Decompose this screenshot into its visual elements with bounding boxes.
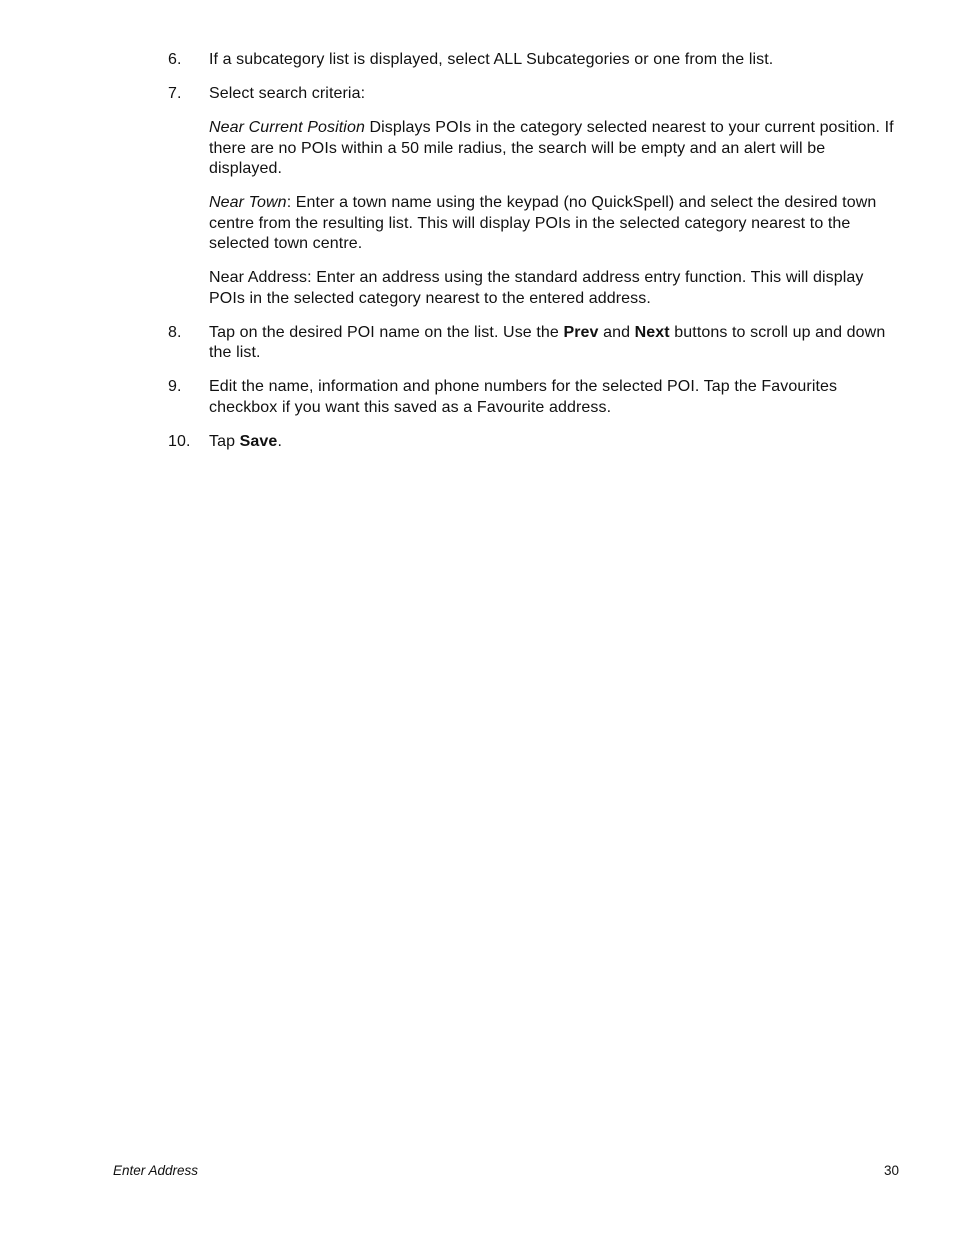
step-text: If a subcategory list is displayed, select ALL Subcategories or one from the list. [209,51,774,68]
step-text: Tap on the desired POI name on the list. Use the [209,323,564,341]
option-near-address [168,268,894,309]
footer-section-title: Enter Address [113,1163,199,1178]
option-label: Near Current Position [209,119,365,136]
step-text: buttons to scroll up and down the list. [209,323,886,361]
option-text: : Enter a town name using the keypad (no QuickSpell) and select the desired town centre from the resulting list. This will display POIs in the selected category nearest to the selected town centre. [209,194,877,252]
step-text: Select search criteria: [209,85,366,102]
step-list [168,50,894,466]
step-text: Tap [209,432,240,450]
option-near-town [168,193,894,255]
save-button-label: Save [239,432,278,450]
option-label: Near Town [209,194,287,211]
next-button-label: Next [634,323,670,341]
step-6 [168,50,894,71]
step-8 [168,323,894,364]
option-near-current-position [168,118,894,180]
step-number: 6. [168,51,182,68]
option-text: Near Address: Enter an address using the standard address entry function. This will display POIs in the selected category nearest to the entered address. [209,269,864,307]
step-text: Edit the name, information and phone numbers for the selected POI. Tap the Favourites checkbox if you want this saved as a Favourite address. [209,378,838,416]
step-7 [168,84,894,105]
step-number: 10. [168,432,191,450]
step-number: 7. [168,85,182,102]
step-number: 8. [168,323,182,341]
step-text: . [277,432,282,450]
option-text: Displays POIs in the category selected nearest to your current position. If there are no POIs within a 50 mile radius, the search will be empty and an alert will be displayed. [209,119,894,177]
step-10 [168,432,894,453]
step-9 [168,377,894,418]
prev-button-label: Prev [563,323,599,341]
page-number: 30 [883,1163,899,1178]
step-text: and [598,323,635,341]
step-number: 9. [168,378,182,395]
